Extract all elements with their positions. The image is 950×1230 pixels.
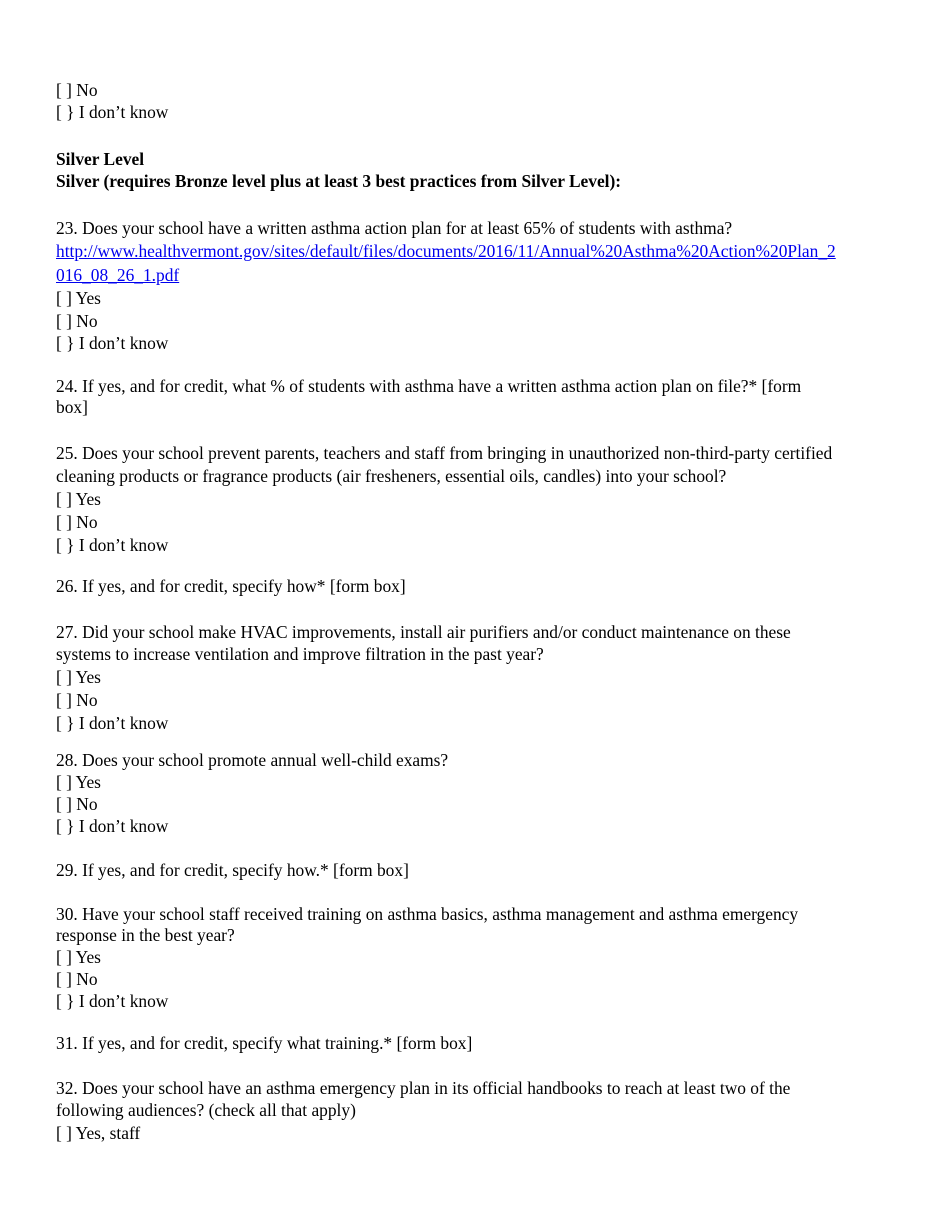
question-25: 25. Does your school prevent parents, teachers and staff from bringing in unauthorized non-third-party certified: [56, 443, 833, 463]
q23-option-dont-know[interactable]: [ } I don’t know: [56, 333, 169, 353]
question-24: 24. If yes, and for credit, what % of students with asthma have a written asthma action plan on file?* [form: [56, 376, 802, 396]
option-dont-know[interactable]: [ } I don’t know: [56, 102, 169, 122]
question-31: 31. If yes, and for credit, specify what training.* [form box]: [56, 1033, 473, 1053]
q30-option-no[interactable]: [ ] No: [56, 969, 98, 989]
question-26: 26. If yes, and for credit, specify how* [form box]: [56, 576, 406, 596]
section-subheading: Silver (requires Bronze level plus at least 3 best practices from Silver Level):: [56, 171, 622, 191]
question-29: 29. If yes, and for credit, specify how.* [form box]: [56, 860, 409, 880]
question-23: 23. Does your school have a written asthma action plan for at least 65% of students with asthma?: [56, 218, 733, 238]
q30-option-dont-know[interactable]: [ } I don’t know: [56, 991, 169, 1011]
question-27: 27. Did your school make HVAC improvements, install air purifiers and/or conduct maintenance on these: [56, 622, 791, 642]
q27-option-yes[interactable]: [ ] Yes: [56, 667, 101, 687]
question-25-continued: cleaning products or fragrance products (air fresheners, essential oils, candles) into your school?: [56, 466, 727, 486]
q25-option-yes[interactable]: [ ] Yes: [56, 489, 101, 509]
q27-option-no[interactable]: [ ] No: [56, 690, 98, 710]
section-heading: Silver Level: [56, 149, 145, 169]
question-24-continued: box]: [56, 397, 88, 417]
asthma-plan-link[interactable]: http://www.healthvermont.gov/sites/default/files/documents/2016/11/Annual%20Asthma%20Action%20Plan_2: [56, 241, 836, 261]
q28-option-yes[interactable]: [ ] Yes: [56, 772, 101, 792]
asthma-plan-link-continued[interactable]: 016_08_26_1.pdf: [56, 265, 180, 285]
q32-option-yes-staff[interactable]: [ ] Yes, staff: [56, 1123, 141, 1143]
question-28: 28. Does your school promote annual well-child exams?: [56, 750, 449, 770]
option-no[interactable]: [ ] No: [56, 80, 98, 100]
question-32: 32. Does your school have an asthma emergency plan in its official handbooks to reach at least two of the: [56, 1078, 791, 1098]
question-32-continued: following audiences? (check all that apply): [56, 1100, 356, 1120]
question-30: 30. Have your school staff received training on asthma basics, asthma management and asthma emergency: [56, 904, 799, 924]
q25-option-dont-know[interactable]: [ } I don’t know: [56, 535, 169, 555]
question-30-continued: response in the best year?: [56, 925, 235, 945]
q28-option-no[interactable]: [ ] No: [56, 794, 98, 814]
question-27-continued: systems to increase ventilation and improve filtration in the past year?: [56, 644, 544, 664]
q23-option-yes[interactable]: [ ] Yes: [56, 288, 101, 308]
q27-option-dont-know[interactable]: [ } I don’t know: [56, 713, 169, 733]
q25-option-no[interactable]: [ ] No: [56, 512, 98, 532]
q28-option-dont-know[interactable]: [ } I don’t know: [56, 816, 169, 836]
q23-option-no[interactable]: [ ] No: [56, 311, 98, 331]
q30-option-yes[interactable]: [ ] Yes: [56, 947, 101, 967]
